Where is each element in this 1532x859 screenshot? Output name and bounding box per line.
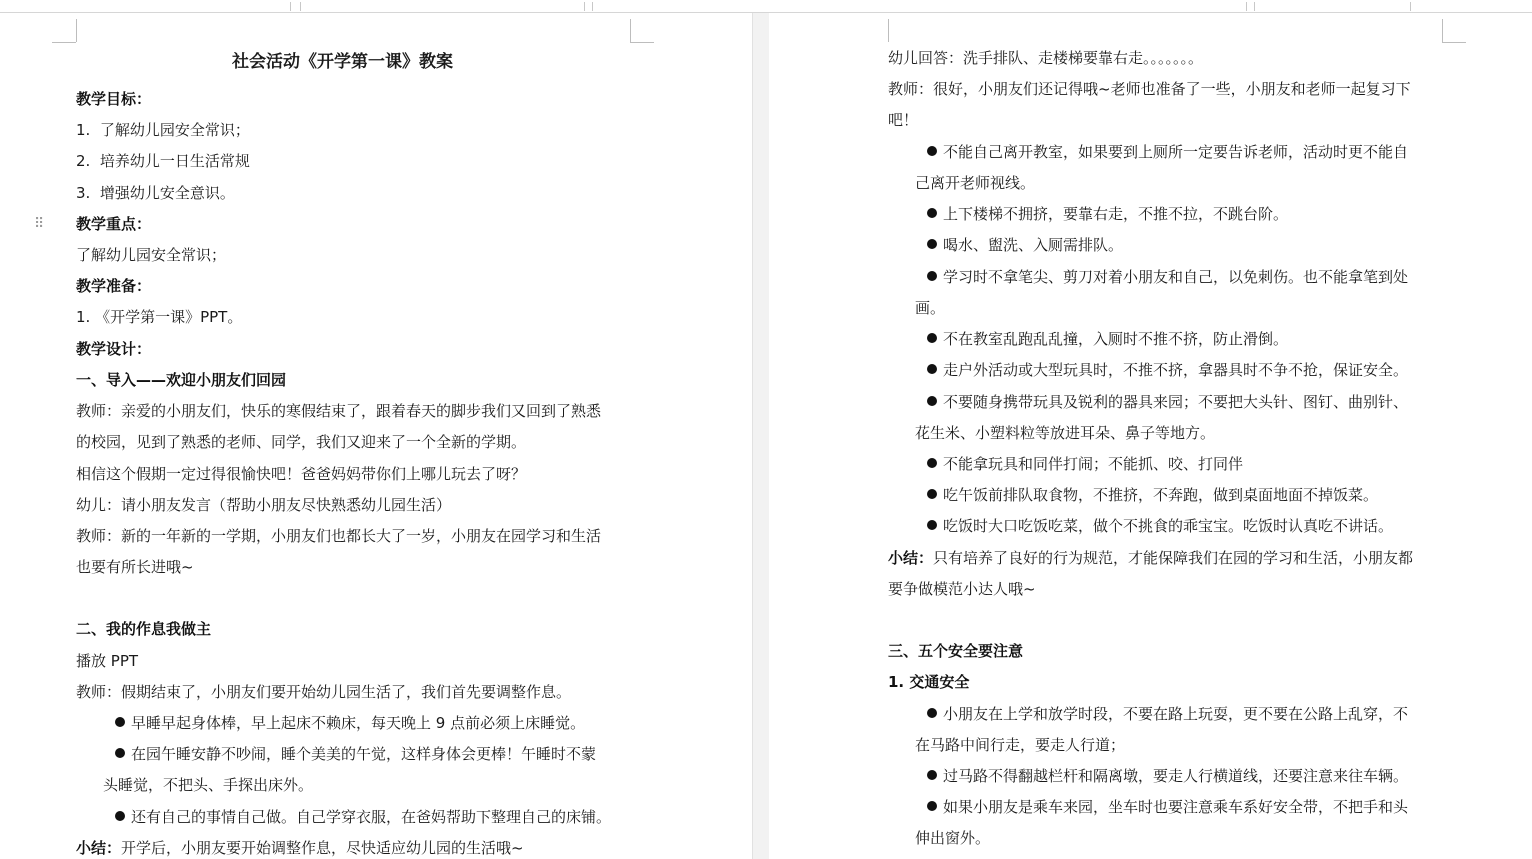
- bullet-icon: [927, 364, 937, 374]
- paragraph: 播放 PPT: [76, 652, 139, 670]
- bullet-item: [927, 360, 1408, 380]
- bullet-icon: [927, 801, 937, 811]
- ruler-marker[interactable]: [584, 2, 585, 11]
- paragraph: 吧！: [888, 111, 919, 129]
- bullet-text: 吃午饭前排队取食物，不推挤，不奔跑，做到桌面地面不掉饭菜。: [943, 486, 1379, 504]
- bullet-icon: [927, 520, 937, 530]
- bullet-item: [927, 516, 1393, 536]
- bullet-icon: [115, 811, 125, 821]
- summary: [76, 838, 524, 858]
- paragraph: 教师：亲爱的小朋友们，快乐的寒假结束了，跟着春天的脚步我们又回到了熟悉: [76, 402, 602, 420]
- crop-mark: [630, 19, 631, 42]
- summary-label: 小结：: [888, 549, 934, 567]
- design-heading: 教学设计：: [76, 340, 152, 358]
- bullet-item: [927, 142, 1408, 162]
- bullet-item: [927, 267, 1408, 287]
- paragraph: 伸出窗外。: [915, 829, 991, 847]
- crop-mark: [52, 42, 76, 43]
- document-title: 社会活动《开学第一课》教案: [232, 52, 453, 72]
- bullet-text: 如果小朋友是乘车来园，坐车时也要注意乘车系好安全带，不把手和头: [943, 798, 1409, 816]
- list-item: [76, 151, 250, 171]
- bullet-icon: [927, 708, 937, 718]
- bullet-text: 在园午睡安静不吵闹，睡个美美的午觉，这样身体会更棒！午睡时不蒙: [131, 745, 597, 763]
- bullet-icon: [927, 333, 937, 343]
- summary-label: 小结：: [76, 839, 122, 857]
- ruler-marker[interactable]: [300, 2, 301, 11]
- bullet-item: [927, 454, 1243, 474]
- bullet-icon: [115, 748, 125, 758]
- summary-text: 只有培养了良好的行为规范，才能保障我们在园的学习和生活，小朋友都: [933, 549, 1414, 567]
- crop-mark: [1442, 19, 1443, 42]
- paragraph: 幼儿：请小朋友发言（帮助小朋友尽快熟悉幼儿园生活）: [76, 496, 452, 514]
- bullet-item: [927, 392, 1408, 412]
- paragraph: 在马路中间行走，要走人行道；: [915, 736, 1126, 754]
- ruler[interactable]: [0, 0, 1532, 13]
- bullet-item: [927, 204, 1288, 224]
- paragraph: 1. 《开学第一课》PPT。: [76, 308, 243, 326]
- bullet-item: [115, 807, 611, 827]
- paragraph: 了解幼儿园安全常识；: [76, 246, 227, 264]
- bullet-icon: [927, 146, 937, 156]
- ruler-marker[interactable]: [1246, 2, 1247, 11]
- list-item: [76, 183, 235, 203]
- paragraph: 花生米、小塑料粒等放进耳朵、鼻子等地方。: [915, 424, 1216, 442]
- paragraph: 幼儿回答：洗手排队、走楼梯要靠右走。。。。。。。: [888, 49, 1204, 67]
- paragraph: 要争做模范小达人哦~: [888, 580, 1036, 598]
- bullet-text: 喝水、盥洗、入厕需排队。: [943, 236, 1124, 254]
- paragraph: 头睡觉，不把头、手探出床外。: [103, 776, 314, 794]
- bullet-text: 还有自己的事情自己做。自己学穿衣服，在爸妈帮助下整理自己的床铺。: [131, 808, 612, 826]
- list-text: 了解幼儿园安全常识；: [99, 121, 250, 139]
- paragraph: 相信这个假期一定过得很愉快吧！爸爸妈妈带你们上哪儿玩去了呀？: [76, 465, 527, 483]
- bullet-item: [927, 485, 1378, 505]
- bullet-item: [927, 797, 1408, 817]
- paragraph: 画。: [915, 299, 946, 317]
- section-heading: 二、我的作息我做主: [76, 620, 212, 638]
- bullet-text: 过马路不得翻越栏杆和隔离墩，要走人行横道线，还要注意来往车辆。: [943, 767, 1409, 785]
- section-heading: 三、五个安全要注意: [888, 642, 1024, 660]
- page-gap: [752, 13, 770, 859]
- paragraph: 教师：新的一年新的一学期，小朋友们也都长大了一岁，小朋友在园学习和生活: [76, 527, 602, 545]
- ruler-marker[interactable]: [592, 2, 593, 11]
- bullet-icon: [927, 396, 937, 406]
- bullet-icon: [927, 208, 937, 218]
- list-number: 2.: [76, 152, 91, 170]
- subsection-heading: 1. 交通安全: [888, 673, 970, 691]
- prep-heading: 教学准备：: [76, 277, 152, 295]
- drag-handle-icon[interactable]: ⠿: [34, 216, 45, 232]
- list-text: 培养幼儿一日生活常规: [99, 152, 250, 170]
- bullet-text: 早睡早起身体棒，早上起床不赖床，每天晚上 9 点前必须上床睡觉。: [131, 714, 586, 732]
- bullet-text: 吃饭时大口吃饭吃菜，做个不挑食的乖宝宝。吃饭时认真吃不讲话。: [943, 517, 1394, 535]
- paragraph: 也要有所长进哦~: [76, 558, 194, 576]
- bullet-item: [927, 329, 1288, 349]
- bullet-icon: [927, 239, 937, 249]
- list-text: 增强幼儿安全意识。: [99, 184, 235, 202]
- paragraph: 的校园，见到了熟悉的老师、同学，我们又迎来了一个全新的学期。: [76, 433, 527, 451]
- bullet-item: [927, 766, 1408, 786]
- list-number: 1.: [76, 121, 91, 139]
- ruler-marker[interactable]: [1410, 2, 1411, 11]
- bullet-item: [115, 713, 585, 733]
- paragraph: 教师：很好，小朋友们还记得哦~老师也准备了一些，小朋友和老师一起复习下: [888, 80, 1411, 98]
- bullet-icon: [927, 489, 937, 499]
- bullet-item: [927, 235, 1123, 255]
- goals-heading: 教学目标：: [76, 90, 152, 108]
- bullet-text: 学习时不拿笔尖、剪刀对着小朋友和自己，以免刺伤。也不能拿笔到处: [943, 268, 1409, 286]
- bullet-text: 不要随身携带玩具及锐利的器具来园；不要把大头针、图钉、曲别针、: [943, 393, 1409, 411]
- paragraph: 己离开老师视线。: [915, 174, 1036, 192]
- ruler-marker[interactable]: [290, 2, 291, 11]
- crop-mark: [76, 19, 77, 42]
- bullet-item: [927, 704, 1408, 724]
- crop-mark: [1442, 42, 1466, 43]
- summary-text: 开学后，小朋友要开始调整作息，尽快适应幼儿园的生活哦~: [121, 839, 524, 857]
- bullet-text: 走户外活动或大型玩具时，不推不挤，拿器具时不争不抢，保证安全。: [943, 361, 1409, 379]
- paragraph: 教师：假期结束了，小朋友们要开始幼儿园生活了，我们首先要调整作息。: [76, 683, 572, 701]
- list-number: 3.: [76, 184, 91, 202]
- summary: [888, 548, 1413, 568]
- ruler-marker[interactable]: [1254, 2, 1255, 11]
- bullet-text: 不能拿玩具和同伴打闹；不能抓、咬、打同伴: [943, 455, 1244, 473]
- bullet-text: 小朋友在上学和放学时段，不要在路上玩耍，更不要在公路上乱穿，不: [943, 705, 1409, 723]
- focus-heading: 教学重点：: [76, 215, 152, 233]
- bullet-icon: [927, 770, 937, 780]
- bullet-text: 不在教室乱跑乱乱撞，入厕时不推不挤，防止滑倒。: [943, 330, 1289, 348]
- bullet-text: 不能自己离开教室，如果要到上厕所一定要告诉老师，活动时更不能自: [943, 143, 1409, 161]
- bullet-item: [115, 744, 596, 764]
- section-heading: 一、导入——欢迎小朋友们回园: [76, 371, 287, 389]
- list-item: [76, 120, 250, 140]
- bullet-icon: [115, 717, 125, 727]
- crop-mark: [888, 19, 889, 42]
- bullet-icon: [927, 458, 937, 468]
- crop-mark: [630, 42, 654, 43]
- bullet-text: 上下楼梯不拥挤，要靠右走，不推不拉，不跳台阶。: [943, 205, 1289, 223]
- bullet-icon: [927, 271, 937, 281]
